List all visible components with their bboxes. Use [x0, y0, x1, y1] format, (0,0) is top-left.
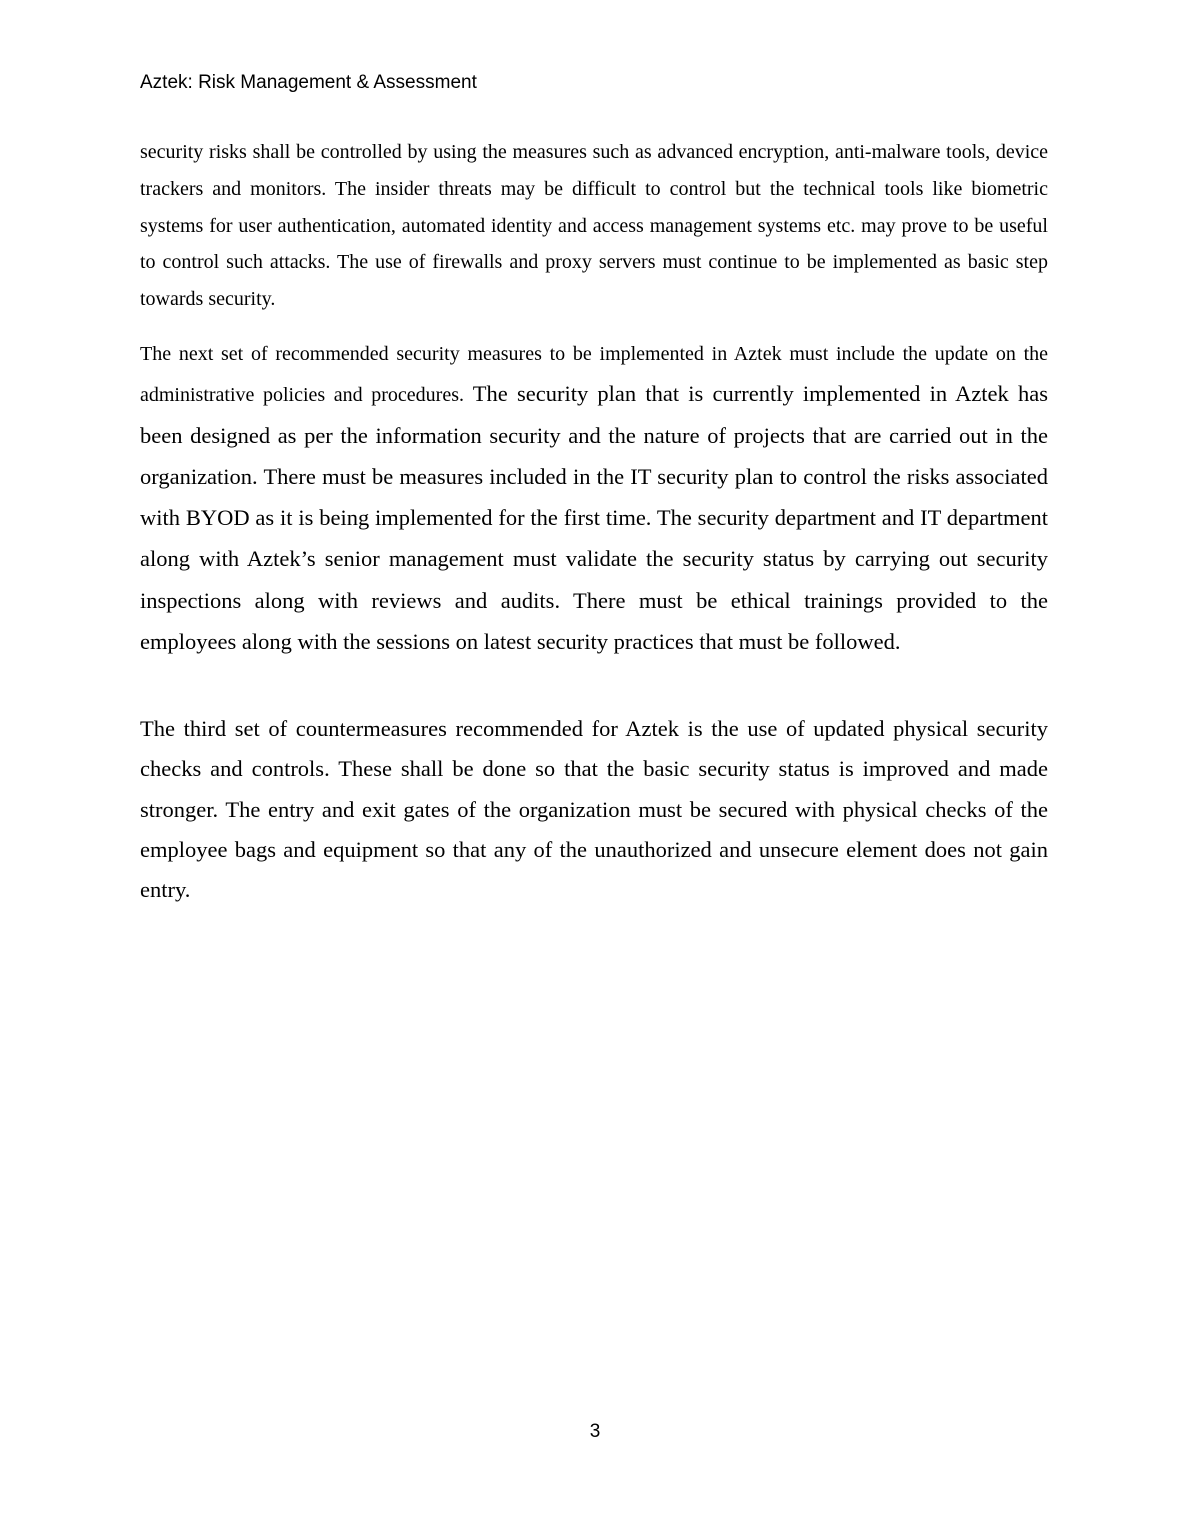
paragraph-physical-measures: The third set of countermeasures recommended for Aztek is the use of updated physical security checks and controls. These shall be done so that the basic security status is improved and made stronger. The entry and exit gates of the organization must be secured with physical checks of the employee bags and equipment so that any of the unauthorized and unsecure element does not gain entry.: [140, 716, 1048, 903]
paragraph-technical-measures: security risks shall be controlled by using the measures such as advanced encryption, anti-malware tools, device trackers and monitors. The insider threats may be difficult to control but the technical tools like biometric systems for user authentication, automated identity and access management systems etc. may prove to be useful to control such attacks. The use of firewalls and proxy servers must continue to be implemented as basic step towards security.: [140, 141, 1048, 311]
paragraph-administrative-body: The security plan that is currently implemented in Aztek has been designed as per the information security and the nature of projects that are carried out in the organization. There must be measures included in the IT security plan to control the risks associated with BYOD as it is being implemented for the first time. The security department and IT department along with Aztek’s senior management must validate the security status by carrying out security inspections along with reviews and audits. There must be ethical trainings provided to the employees along with the sessions on latest security practices that must be followed.: [140, 381, 1048, 655]
page-header-title: Aztek: Risk Management & Assessment: [140, 72, 477, 93]
page-number: 3: [589, 1421, 601, 1442]
paragraph-administrative-intro: The next set of recommended security measures to be implemented in Aztek must include the update on the administrative policies and procedures.: [140, 343, 1048, 407]
paragraph-administrative-measures: [140, 334, 1048, 663]
